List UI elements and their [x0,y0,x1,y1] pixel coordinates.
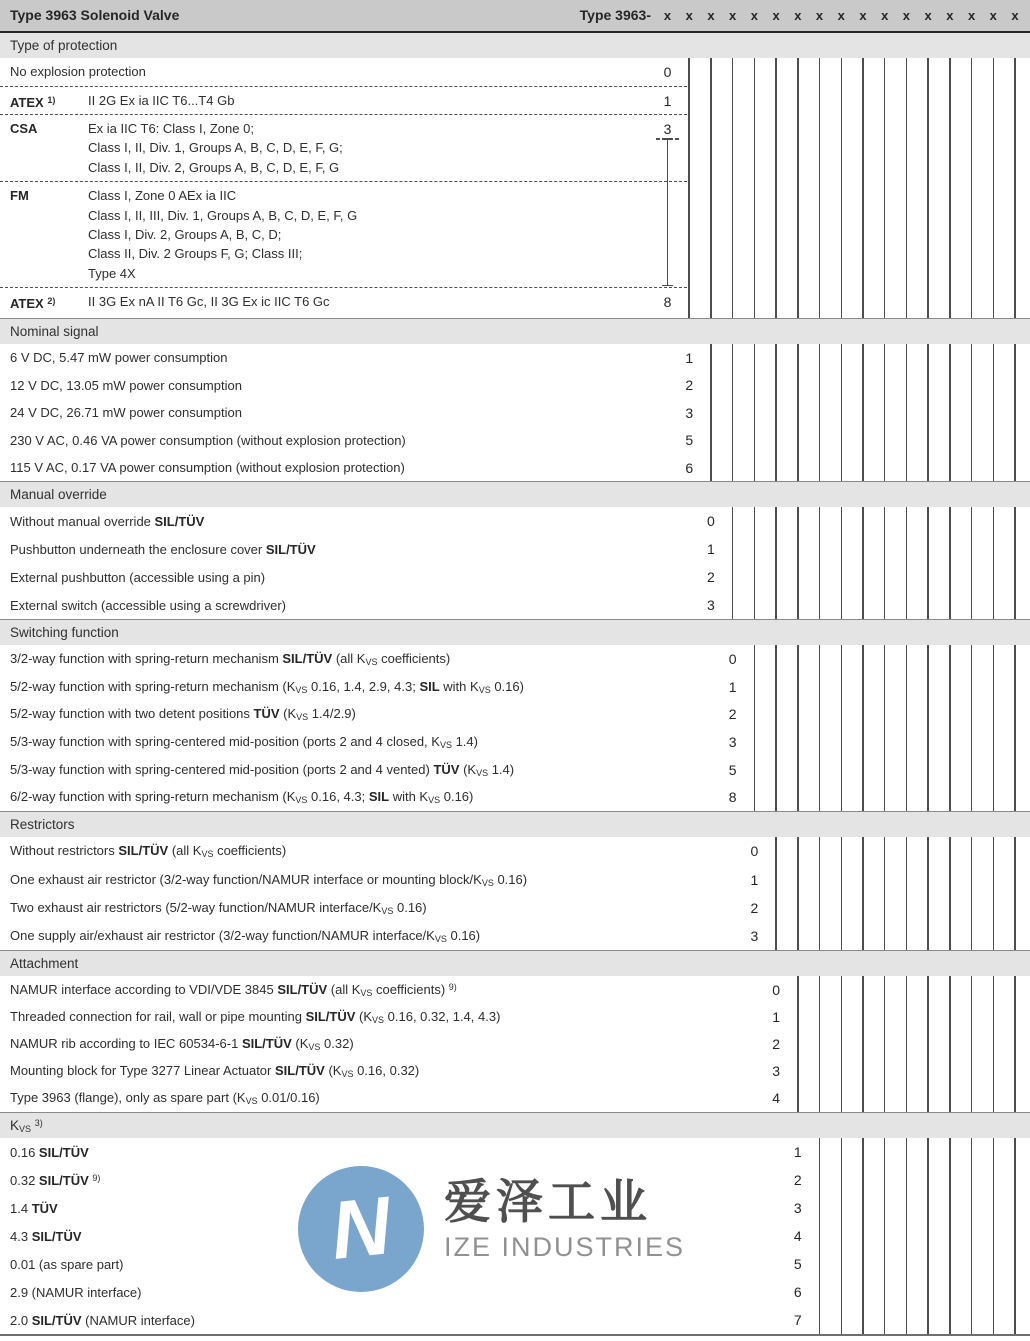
option-line: Class I, II, Div. 2, Groups A, B, C, D, E, F, G [88,159,340,175]
option-code-digit: 0 [750,843,759,860]
option-line: Class I, Zone 0 AEx ia IIC [88,188,237,204]
option-code-digit: 2 [750,899,759,916]
option-code-digit: 7 [793,1312,802,1329]
option-label: Type 3963 (flange), only as spare part ($K_{VS}$ 0.01/0.16) [10,1090,320,1107]
option-code-digit: 8 [663,294,672,311]
option-code-digit: 5 [685,432,694,449]
approval-label: ATEX $^{1)}$ [10,94,56,110]
option-code-digit: 5 [728,761,737,778]
option-row [0,756,1030,784]
option-label: 1.4 TÜV [10,1200,58,1216]
option-label: 0.01 (as spare part) [10,1256,124,1272]
option-row [0,591,1030,619]
option-label: NAMUR interface according to VDI/VDE 3845 SIL/TÜV (all $K_{VS}$ coefficients) $^{9)}$ [10,981,457,998]
code-placeholder-x: x [772,8,780,23]
table-header-bar [0,0,1030,33]
option-code-digit: 2 [728,706,737,723]
span-end-cap [662,285,673,287]
option-code-digit: 0 [663,64,672,80]
watermark [296,1164,685,1294]
option-code-digit: 2 [707,569,715,586]
option-code-digit: 1 [663,92,672,109]
option-row [0,1030,1030,1057]
option-code-digit: 8 [728,789,737,806]
code-placeholder-x: x [794,8,802,23]
section-title [0,951,1030,976]
option-code-digit: 3 [793,1200,802,1217]
section-title [0,33,1030,58]
code-placeholder-x: x [859,8,867,23]
option-row [0,426,1030,453]
option-row [0,372,1030,399]
section-title [0,319,1030,344]
code-placeholder-x: x [924,8,932,23]
option-code-digit: 3 [707,597,715,614]
option-row [0,784,1030,812]
option-group [0,87,1030,115]
option-label: Mounting block for Type 3277 Linear Actuator SIL/TÜV ($K_{VS}$ 0.16, 0.32) [10,1063,420,1080]
option-code-digit: 3 [750,927,759,944]
option-row [0,454,1030,481]
section-title [0,482,1030,507]
option-group [0,115,1030,181]
option-row [0,1138,1030,1166]
option-row [0,563,1030,591]
option-code-digit: 1 [707,541,715,558]
option-line: Type 4X [88,265,136,281]
code-placeholder-x: x [1011,8,1019,23]
order-code-section [0,481,1030,619]
code-placeholder-x: x [707,8,715,23]
approval-label: CSA [10,121,38,136]
option-label: 5/2-way function with two detent positions TÜV ($K_{VS}$ 1.4/2.9) [10,706,356,723]
order-code-section [0,33,1030,318]
option-code-digit: 3 [685,404,694,421]
option-code-digit: 1 [728,678,737,695]
option-row [0,894,1030,922]
section-title-label: Type of protection [10,38,118,53]
option-row [0,1003,1030,1030]
option-line: II 3G Ex nA II T6 Gc, II 3G Ex ic IIC T6 Gc [88,294,330,310]
section-title-label: $K_{VS}$ $^{3)}$ [10,1117,43,1134]
option-label: 115 V AC, 0.17 VA power consumption (without explosion protection) [10,460,405,475]
option-code-digit: 0 [728,651,737,668]
option-label: 6/2-way function with spring-return mechanism ($K_{VS}$ 0.16, 4.3; SIL with $K_{VS}$ 0.16) [10,789,474,806]
option-code-digit: 3 [772,1063,780,1080]
section-title-label: Nominal signal [10,324,99,340]
order-code-section [0,811,1030,950]
code-span-indicator [667,138,669,286]
option-label: 2.9 (NAMUR interface) [10,1284,142,1300]
option-group-lines [0,182,1030,287]
option-group-lines [0,288,1030,315]
section-title [0,620,1030,645]
option-row [0,866,1030,894]
option-code-digit: 1 [685,349,694,366]
approval-label: FM [10,188,29,204]
option-line: Class I, II, Div. 1, Groups A, B, C, D, E, F, G; [88,140,343,156]
option-group-lines [0,58,1030,85]
span-end-cap [662,138,673,140]
option-label: Pushbutton underneath the enclosure cover SIL/TÜV [10,541,316,557]
span-tick [675,138,679,140]
option-code-digit: 0 [772,981,780,998]
option-row [0,673,1030,701]
code-placeholder-x: x [946,8,954,23]
option-row [0,645,1030,673]
option-line: Class I, Div. 2, Groups A, B, C, D; [88,227,282,243]
option-label: NAMUR rib according to IEC 60534-6-1 SIL/TÜV ($K_{VS}$ 0.32) [10,1036,354,1053]
option-label: 230 V AC, 0.46 VA power consumption (without explosion protection) [10,432,406,448]
section-title [0,1113,1030,1138]
option-line: Class II, Div. 2 Groups F, G; Class III; [88,246,303,262]
code-placeholder-x: x [729,8,737,23]
option-label: Without manual override SIL/TÜV [10,513,205,529]
option-line: No explosion protection [10,64,146,79]
option-code-digit: 2 [685,377,694,394]
type-code-label: Type 3963- [579,7,651,23]
section-title-label: Switching function [10,625,119,641]
watermark-english: IZE INDUSTRIES [444,1232,686,1262]
order-code-section [0,950,1030,1112]
option-row [0,837,1030,865]
option-code-digit: 3 [728,734,737,751]
option-label: 4.3 SIL/TÜV [10,1228,82,1244]
order-code-section [0,318,1030,481]
option-code-digit: 1 [772,1008,780,1025]
option-label: 0.16 SIL/TÜV [10,1144,89,1160]
approval-label: ATEX $^{2)}$ [10,296,56,312]
option-line: Class I, II, III, Div. 1, Groups A, B, C, D, E, F, G [88,207,358,223]
option-row [0,976,1030,1003]
option-group [0,288,1030,318]
option-label: 24 V DC, 26.71 mW power consumption [10,405,242,421]
option-label: Threaded connection for rail, wall or pipe mounting SIL/TÜV ($K_{VS}$ 0.16, 0.32, 1.4, 4.3) [10,1008,501,1025]
code-placeholder-x: x [750,8,758,23]
code-placeholder-x: x [685,8,693,23]
option-code-digit: 6 [793,1284,802,1301]
section-title-label: Attachment [10,956,79,972]
section-title-label: Manual override [10,487,107,503]
order-code-section [0,619,1030,811]
option-code-digit: 3 [663,121,672,137]
option-label: 3/2-way function with spring-return mechanism SIL/TÜV (all $K_{VS}$ coefficients) [10,651,451,668]
table-sections [0,33,1030,1334]
watermark-text [444,1164,685,1262]
option-line: II 2G Ex ia IIC T6...T4 Gb [88,92,235,108]
option-group [0,182,1030,287]
code-placeholder-x: x [881,8,889,23]
option-label: 5/2-way function with spring-return mechanism ($K_{VS}$ 0.16, 1.4, 2.9, 4.3; SIL with $K_{VS}$ 0.16) [10,678,524,695]
option-row [0,399,1030,426]
option-row [0,1306,1030,1334]
code-placeholder-x: x [837,8,845,23]
option-label: 2.0 SIL/TÜV (NAMUR interface) [10,1312,195,1328]
option-code-digit: 0 [707,513,715,530]
option-code-digit: 6 [685,459,694,476]
option-label: 5/3-way function with spring-centered mid-position (ports 2 and 4 closed, $K_{VS}$ 1.4) [10,734,478,751]
option-row [0,344,1030,371]
document-title: Type 3963 Solenoid Valve [10,7,180,23]
option-label: External switch (accessible using a screwdriver) [10,597,286,613]
option-code-digit: 4 [793,1228,802,1245]
option-row [0,1085,1030,1112]
option-row [0,507,1030,535]
span-tick [656,138,660,140]
code-placeholder-x: x [989,8,997,23]
option-label: External pushbutton (accessible using a pin) [10,569,266,585]
option-row [0,922,1030,950]
option-group-lines [0,87,1030,114]
option-row [0,701,1030,729]
section-title-label: Restrictors [10,817,75,833]
option-code-digit: 1 [793,1144,802,1161]
option-label: 5/3-way function with spring-centered mid-position (ports 2 and 4 vented) TÜV ($K_{VS}$ 1.4) [10,761,515,778]
option-group-lines [0,115,1030,181]
svg-text:N: N [326,1180,396,1277]
section-title [0,812,1030,837]
option-label: Two exhaust air restrictors (5/2-way function/NAMUR interface/$K_{VS}$ 0.16) [10,899,427,916]
code-placeholder-x: x [902,8,911,23]
option-code-digit: 5 [793,1256,802,1273]
code-placeholder-x: x [967,8,976,23]
option-label: 12 V DC, 13.05 mW power consumption [10,377,242,393]
option-row [0,1058,1030,1085]
code-placeholder-x: x [815,8,824,23]
watermark-chinese: 爱泽工业 [444,1175,652,1228]
option-group [0,58,1030,86]
option-label: One supply air/exhaust air restrictor (3/2-way function/NAMUR interface/$K_{VS}$ 0.16) [10,927,481,944]
option-code-digit: 2 [793,1172,802,1189]
option-label: Without restrictors SIL/TÜV (all $K_{VS}$ coefficients) [10,843,287,860]
option-label: 0.32 SIL/TÜV $^{9)}$ [10,1172,101,1188]
option-code-digit: 1 [750,871,759,888]
option-row [0,728,1030,756]
code-placeholder-x: x [663,8,672,23]
option-label: 6 V DC, 5.47 mW power consumption [10,350,228,366]
option-line: Ex ia IIC T6: Class I, Zone 0; [88,121,254,136]
ize-logo-icon [296,1164,426,1294]
option-code-digit: 2 [772,1036,780,1053]
option-row [0,535,1030,563]
option-label: One exhaust air restrictor (3/2-way function/NAMUR interface or mounting block/$K_{VS}$ 0.16) [10,871,528,888]
option-code-digit: 4 [772,1090,780,1107]
